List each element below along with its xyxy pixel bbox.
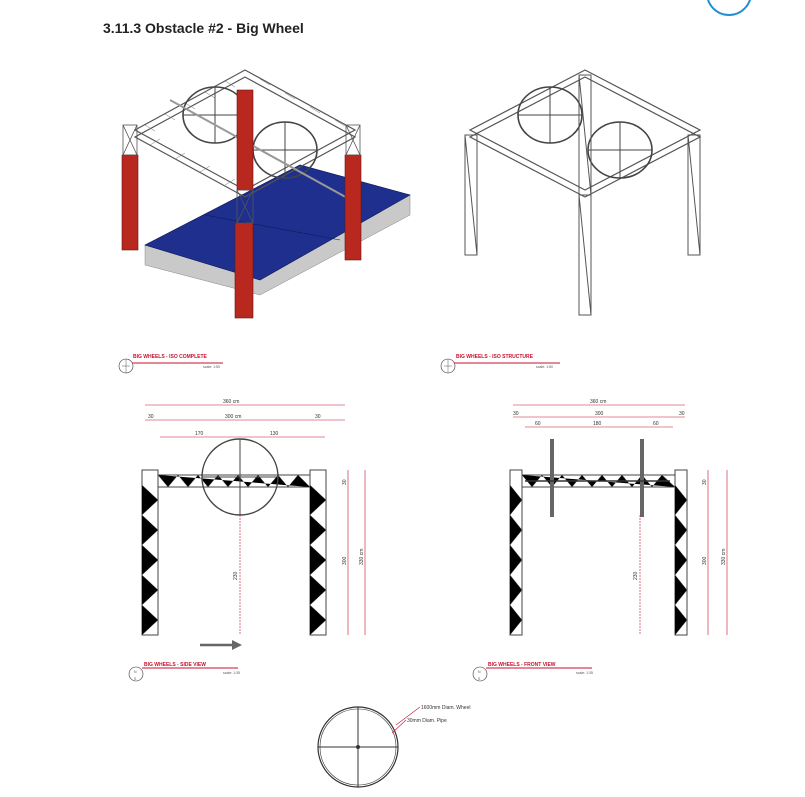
caption-title: BIG WHEELS - FRONT VIEW (488, 662, 556, 668)
compass-s: S (478, 677, 481, 681)
corner-logo (706, 0, 752, 16)
iso-structure-drawing (460, 55, 730, 325)
caption-iso-complete (118, 352, 228, 378)
front-view-drawing (495, 395, 745, 655)
dim-a: 60 (535, 421, 541, 427)
dim-left: 30 (513, 411, 519, 417)
caption-scale: scale: 1:35 (223, 671, 240, 675)
dim-full: 330 cm (359, 548, 365, 565)
caption-scale: scale: 1:50 (536, 365, 553, 369)
dim-c: 60 (653, 421, 659, 427)
dim-drop: 230 (233, 571, 239, 580)
dim-right: 30 (315, 414, 321, 420)
dim-left: 30 (148, 414, 154, 420)
side-view-drawing (120, 395, 390, 655)
dim-drop: 230 (633, 571, 639, 580)
dim-total: 360 cm (223, 399, 240, 405)
wheel-label: 1600mm Diam. Wheel (421, 705, 471, 711)
caption-scale: scale: 1:35 (576, 671, 593, 675)
wheel-detail-drawing (310, 695, 510, 795)
caption-title: BIG WHEELS - SIDE VIEW (144, 662, 206, 668)
dim-full: 330 cm (721, 548, 727, 565)
dim-b: 130 (270, 431, 279, 437)
dim-mid: 300 (342, 556, 348, 565)
dim-right: 30 (679, 411, 685, 417)
dim-top: 30 (342, 479, 348, 485)
dim-inner: 300 (595, 411, 604, 417)
page-title: 3.11.3 Obstacle #2 - Big Wheel (103, 20, 304, 36)
dim-top: 30 (702, 479, 708, 485)
dim-total: 360 cm (590, 399, 607, 405)
dim-mid: 300 (702, 556, 708, 565)
compass-n: N (478, 670, 481, 674)
caption-title: BIG WHEELS - ISO COMPLETE (133, 354, 207, 360)
compass-n: N (134, 670, 137, 674)
caption-side-view (128, 660, 248, 686)
caption-front-view (472, 660, 602, 686)
dim-a: 170 (195, 431, 204, 437)
compass-s: S (134, 677, 137, 681)
caption-iso-structure (440, 352, 565, 378)
dim-b: 180 (593, 421, 602, 427)
dim-inner: 300 cm (225, 414, 242, 420)
caption-scale: scale: 1:50 (203, 365, 220, 369)
caption-title: BIG WHEELS - ISO STRUCTURE (456, 354, 533, 360)
pipe-label: 30mm Diam. Pipe (407, 718, 447, 724)
iso-complete-drawing (110, 55, 420, 330)
